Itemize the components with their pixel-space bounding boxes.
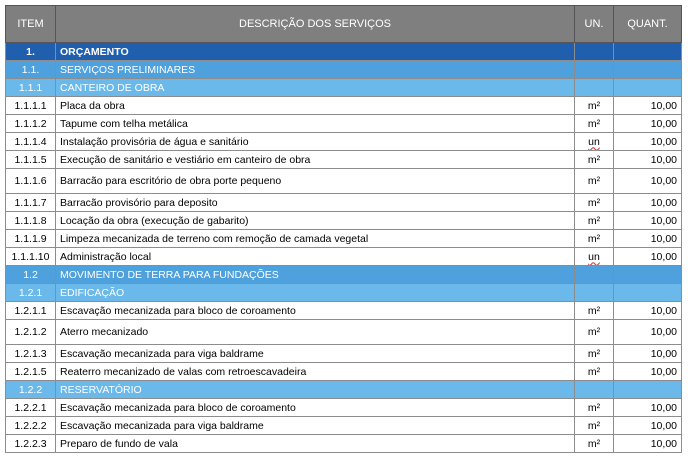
cell-description[interactable]: Locação da obra (execução de gabarito): [56, 212, 575, 230]
cell-unit[interactable]: m²: [575, 230, 614, 248]
cell-item[interactable]: 1.2.2.1: [6, 399, 56, 417]
cell-quantity[interactable]: 10,00: [614, 115, 682, 133]
cell-item[interactable]: 1.2.1.3: [6, 345, 56, 363]
cell-item[interactable]: 1.2.2: [6, 381, 56, 399]
cell-item[interactable]: 1.2.1.2: [6, 320, 56, 345]
cell-item[interactable]: 1.1.1.9: [6, 230, 56, 248]
cell-description[interactable]: SERVIÇOS PRELIMINARES: [56, 61, 575, 79]
cell-quantity[interactable]: 10,00: [614, 248, 682, 266]
cell-description[interactable]: Escavação mecanizada para bloco de coroamento: [56, 302, 575, 320]
cell-quantity[interactable]: 10,00: [614, 212, 682, 230]
cell-item[interactable]: 1.2.1.1: [6, 302, 56, 320]
cell-quantity[interactable]: 10,00: [614, 320, 682, 345]
table-row: [6, 97, 682, 115]
cell-quantity[interactable]: [614, 381, 682, 399]
cell-description[interactable]: Preparo de fundo de vala: [56, 435, 575, 453]
cell-unit[interactable]: m²: [575, 399, 614, 417]
cell-item[interactable]: 1.1.1.10: [6, 248, 56, 266]
cell-unit[interactable]: m²: [575, 194, 614, 212]
cell-item[interactable]: 1.2.2.2: [6, 417, 56, 435]
cell-item[interactable]: 1.1.1.2: [6, 115, 56, 133]
cell-description[interactable]: EDIFICAÇÃO: [56, 284, 575, 302]
cell-description[interactable]: Placa da obra: [56, 97, 575, 115]
cell-quantity[interactable]: [614, 79, 682, 97]
cell-description[interactable]: Instalação provisória de água e sanitário: [56, 133, 575, 151]
cell-item[interactable]: 1.1.1.4: [6, 133, 56, 151]
section-row: [6, 381, 682, 399]
budget-table: [5, 5, 682, 453]
cell-item[interactable]: 1.1.1.6: [6, 169, 56, 194]
cell-item[interactable]: 1.2.1.5: [6, 363, 56, 381]
cell-description[interactable]: Aterro mecanizado: [56, 320, 575, 345]
header-descricao[interactable]: DESCRIÇÃO DOS SERVIÇOS: [56, 6, 575, 43]
table-row: [6, 194, 682, 212]
section-row: [6, 61, 682, 79]
cell-quantity[interactable]: [614, 43, 682, 61]
cell-description[interactable]: Escavação mecanizada para viga baldrame: [56, 345, 575, 363]
cell-quantity[interactable]: 10,00: [614, 230, 682, 248]
cell-quantity[interactable]: 10,00: [614, 417, 682, 435]
section-row: [6, 43, 682, 61]
table-row: [6, 417, 682, 435]
unit-text: un: [588, 250, 600, 263]
cell-unit[interactable]: m²: [575, 97, 614, 115]
cell-unit[interactable]: m²: [575, 363, 614, 381]
cell-item[interactable]: 1.1.1.7: [6, 194, 56, 212]
cell-description[interactable]: ORÇAMENTO: [56, 43, 575, 61]
cell-quantity[interactable]: 10,00: [614, 151, 682, 169]
cell-quantity[interactable]: [614, 61, 682, 79]
header-un[interactable]: UN.: [575, 6, 614, 43]
cell-description[interactable]: Tapume com telha metálica: [56, 115, 575, 133]
cell-unit[interactable]: [575, 133, 614, 151]
cell-item[interactable]: 1.2: [6, 266, 56, 284]
cell-description[interactable]: Barracão para escritório de obra porte pequeno: [56, 169, 575, 194]
cell-item[interactable]: 1.1.1.5: [6, 151, 56, 169]
cell-unit[interactable]: [575, 266, 614, 284]
cell-description[interactable]: MOVIMENTO DE TERRA PARA FUNDAÇÕES: [56, 266, 575, 284]
table-row: [6, 230, 682, 248]
cell-quantity[interactable]: 10,00: [614, 435, 682, 453]
section-row: [6, 79, 682, 97]
cell-description[interactable]: Escavação mecanizada para viga baldrame: [56, 417, 575, 435]
table-row: [6, 320, 682, 345]
section-row: [6, 266, 682, 284]
cell-item[interactable]: 1.1.1.8: [6, 212, 56, 230]
cell-item[interactable]: 1.: [6, 43, 56, 61]
cell-quantity[interactable]: 10,00: [614, 302, 682, 320]
table-row: [6, 345, 682, 363]
table-row: [6, 248, 682, 266]
cell-item[interactable]: 1.1.1: [6, 79, 56, 97]
cell-unit[interactable]: [575, 79, 614, 97]
cell-quantity[interactable]: [614, 284, 682, 302]
cell-description[interactable]: Administração local: [56, 248, 575, 266]
header-row: [6, 6, 682, 43]
cell-quantity[interactable]: 10,00: [614, 363, 682, 381]
header-quant[interactable]: QUANT.: [614, 6, 682, 43]
table-row: [6, 212, 682, 230]
cell-item[interactable]: 1.1.: [6, 61, 56, 79]
cell-unit[interactable]: [575, 381, 614, 399]
cell-unit[interactable]: m²: [575, 115, 614, 133]
cell-quantity[interactable]: 10,00: [614, 399, 682, 417]
header-item[interactable]: ITEM: [6, 6, 56, 43]
unit-text: un: [588, 135, 600, 148]
cell-unit[interactable]: m²: [575, 212, 614, 230]
cell-quantity[interactable]: 10,00: [614, 194, 682, 212]
cell-unit[interactable]: [575, 248, 614, 266]
table-row: [6, 151, 682, 169]
cell-quantity[interactable]: [614, 266, 682, 284]
cell-unit[interactable]: m²: [575, 169, 614, 194]
cell-unit[interactable]: [575, 284, 614, 302]
cell-unit[interactable]: m²: [575, 302, 614, 320]
cell-description[interactable]: Escavação mecanizada para bloco de coroamento: [56, 399, 575, 417]
cell-unit[interactable]: m²: [575, 435, 614, 453]
table-row: [6, 169, 682, 194]
cell-description[interactable]: CANTEIRO DE OBRA: [56, 79, 575, 97]
cell-unit[interactable]: [575, 43, 614, 61]
table-row: [6, 115, 682, 133]
cell-item[interactable]: 1.2.2.3: [6, 435, 56, 453]
table-row: [6, 302, 682, 320]
cell-unit[interactable]: m²: [575, 417, 614, 435]
cell-description[interactable]: RESERVATÓRIO: [56, 381, 575, 399]
cell-quantity[interactable]: 10,00: [614, 345, 682, 363]
cell-description[interactable]: Reaterro mecanizado de valas com retroescavadeira: [56, 363, 575, 381]
cell-description[interactable]: Execução de sanitário e vestiário em canteiro de obra: [56, 151, 575, 169]
cell-quantity[interactable]: 10,00: [614, 169, 682, 194]
cell-unit[interactable]: m²: [575, 151, 614, 169]
cell-item[interactable]: 1.1.1.1: [6, 97, 56, 115]
table-row: [6, 399, 682, 417]
cell-description[interactable]: Barracão provisório para deposito: [56, 194, 575, 212]
cell-quantity[interactable]: 10,00: [614, 133, 682, 151]
section-row: [6, 284, 682, 302]
cell-unit[interactable]: [575, 61, 614, 79]
table-row: [6, 363, 682, 381]
cell-item[interactable]: 1.2.1: [6, 284, 56, 302]
table-row: [6, 133, 682, 151]
cell-unit[interactable]: m²: [575, 345, 614, 363]
cell-quantity[interactable]: 10,00: [614, 97, 682, 115]
cell-description[interactable]: Limpeza mecanizada de terreno com remoção de camada vegetal: [56, 230, 575, 248]
cell-unit[interactable]: m²: [575, 320, 614, 345]
table-row: [6, 435, 682, 453]
